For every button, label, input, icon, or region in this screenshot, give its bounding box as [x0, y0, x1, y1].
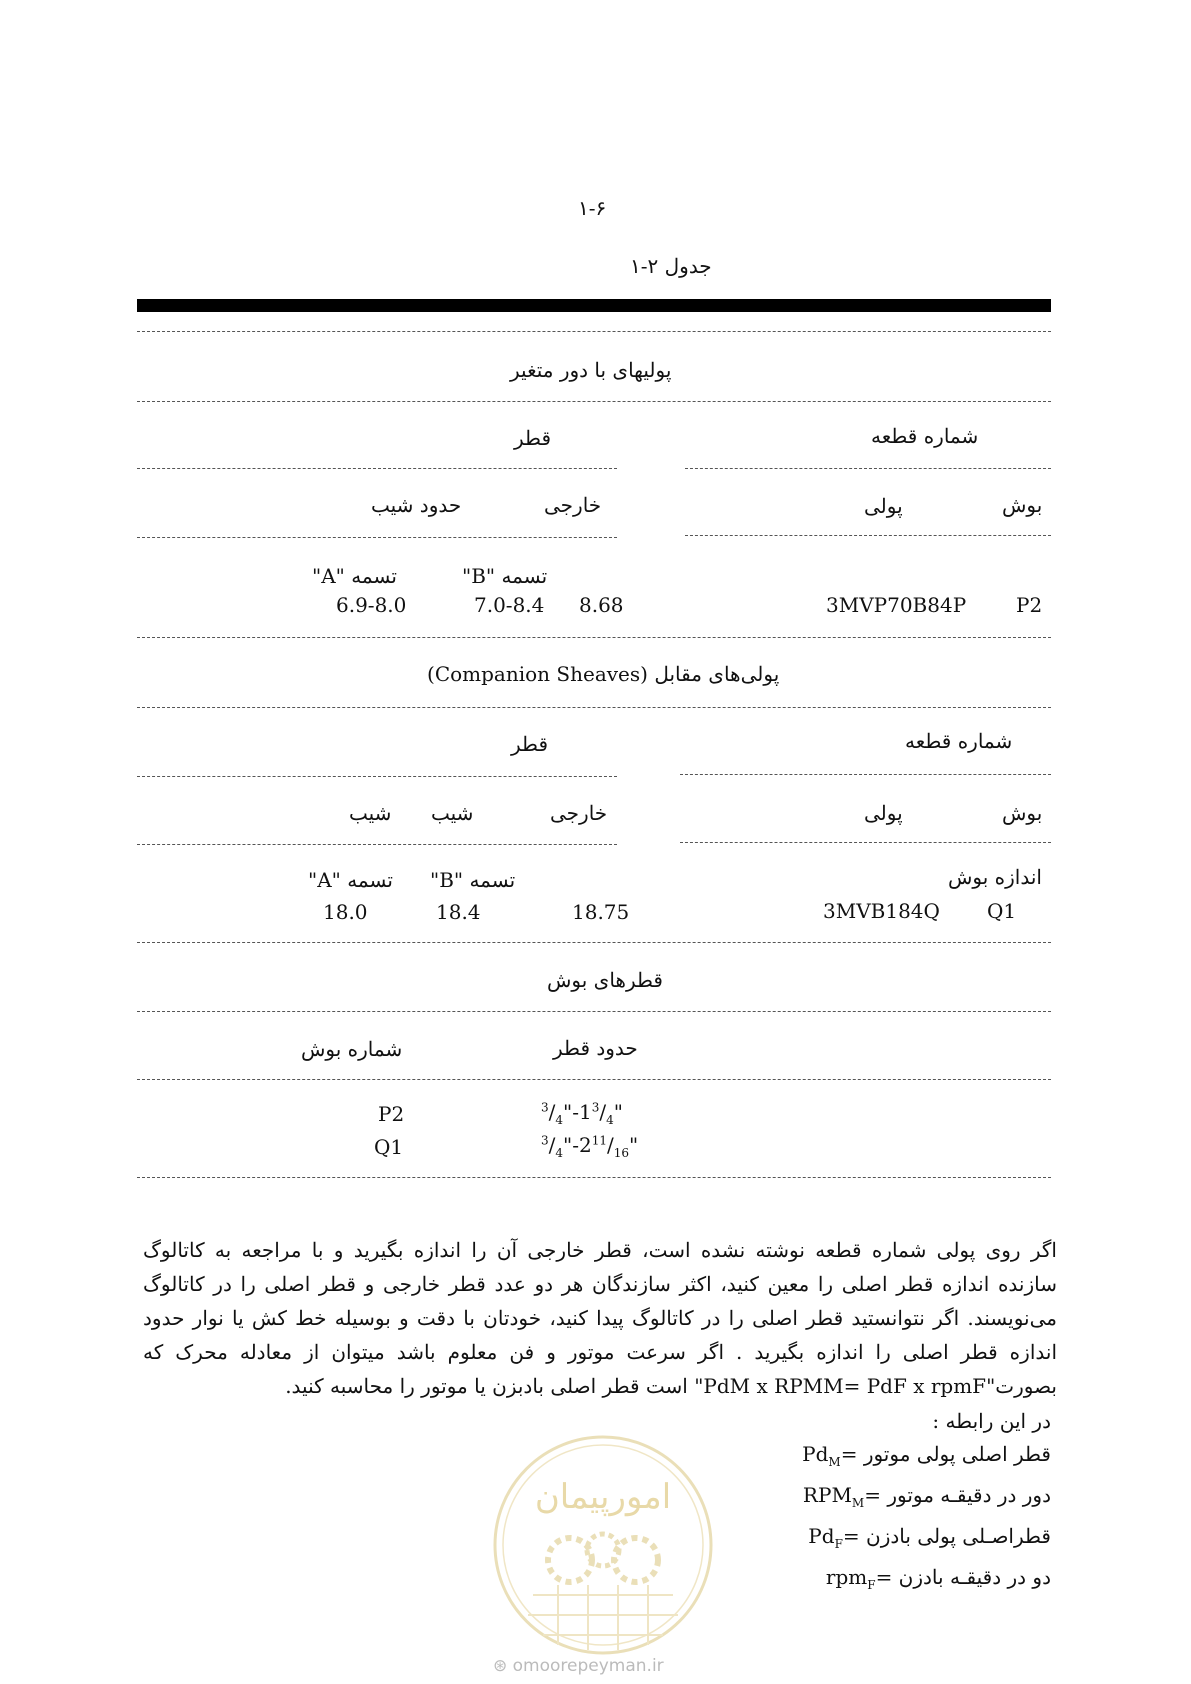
section2-col-outer: خارجی	[550, 801, 608, 825]
section2-b: 18.4	[436, 900, 481, 924]
section3-row2-range: $^3/_4"-2^{11}/_{16}$"	[541, 1133, 639, 1160]
section2-bushing-size: اندازه بوش	[948, 865, 1042, 889]
rule	[137, 1011, 1051, 1012]
rule	[137, 331, 1051, 332]
rule	[137, 1177, 1051, 1178]
section2-pulley: 3MVB184Q	[823, 899, 940, 923]
body-paragraph: اگر روی پولی شماره قطعه نوشته نشده است، قطر خارجی آن را اندازه بگیرید و با مراجعه به کاتالوگ سازنده اندازه قطر اصلی را معین کنید، اکثر سازندگان هر دو عدد قطر خارجی و قطر اصلی را در کاتالوگ می‌نویسند. اگر نتوانستید قطر اصلی را در کاتالوگ پیدا کنید، خودتان با دقت و بوسیله خط کش یا نوار حدود اندازه قطر اصلی را اندازه بگیرید . اگر سرعت موتور و فن معلوم باشد میتوان از معادله محرک که بصورت"PdM x RPMM= PdF x rpmF" است قطر اصلی بادبزن یا موتور را محاسبه کنید.	[143, 1238, 1057, 1398]
rule	[137, 401, 1051, 402]
section2-belt-b: تسمه "B"	[430, 868, 516, 892]
section2-col-pulley: پولی	[864, 801, 903, 825]
rule	[137, 537, 617, 538]
rule	[137, 637, 1051, 638]
section3-title: قطرهای بوش	[547, 968, 663, 992]
section2-col-bushing: بوش	[1002, 801, 1043, 825]
definitions: در این رابطه : قطر اصلی پولی موتور $=Pd_M$ دور در دقیقـه موتور $=RPM_M$ قطراصـلی پولی بادزن $=Pd_F$ دو در دقیقـه بادزن =rpm$_F$	[802, 1409, 1051, 1592]
section1-col-part-number: شماره قطعه	[871, 424, 979, 448]
section2-col-pitch-b: شیب	[431, 801, 474, 825]
section2-a: 18.0	[323, 900, 368, 924]
rule	[680, 842, 1051, 843]
section3-row1-bushing: P2	[378, 1102, 405, 1126]
thick-rule	[137, 299, 1051, 312]
section2-col-pitch-a: شیب	[349, 801, 392, 825]
section1-b-range: 7.0-8.4	[474, 593, 545, 617]
table-caption: جدول ۲-۱	[630, 254, 712, 278]
rule	[137, 468, 617, 469]
section1-col-pitch-range: حدود شیب	[371, 493, 462, 517]
section1-col-pulley: پولی	[864, 494, 903, 518]
rule	[137, 707, 1051, 708]
page-number: ۱-۶	[578, 196, 607, 220]
section2-col-part-number: شماره قطعه	[905, 729, 1013, 753]
watermark-logo	[488, 1430, 718, 1660]
section3-col-bushing-no: شماره بوش	[301, 1037, 403, 1061]
rule	[137, 1079, 1051, 1080]
section1-outer: 8.68	[579, 593, 624, 617]
section3-col-range: حدود قطر	[553, 1036, 638, 1060]
section2-outer: 18.75	[572, 900, 630, 924]
section2-col-diameter: قطر	[511, 732, 549, 756]
rule	[137, 942, 1051, 943]
section1-col-diameter: قطر	[514, 426, 552, 450]
section1-bushing: P2	[1016, 593, 1043, 617]
rule	[137, 844, 617, 845]
rule	[685, 468, 1051, 469]
section2-belt-a: تسمه "A"	[308, 868, 393, 892]
section2-bushing: Q1	[987, 899, 1017, 923]
section1-a-range: 6.9-8.0	[336, 593, 407, 617]
rule	[685, 535, 1051, 536]
watermark-site: ⊛ omoorepeyman.ir	[493, 1656, 664, 1676]
section3-row1-range: $^3/_4"-1^3/_4$"	[541, 1100, 623, 1127]
section1-col-outer: خارجی	[544, 493, 602, 517]
svg-text:امورپیمان: امورپیمان	[534, 1477, 672, 1517]
rule	[680, 774, 1051, 775]
section3-row2-bushing: Q1	[374, 1135, 404, 1159]
section1-belt-a: تسمه "A"	[312, 564, 397, 588]
section1-title: پولیهای با دور متغیر	[510, 358, 672, 382]
section2-title: پولی‌های مقابل (Companion Sheaves)	[427, 662, 780, 686]
section1-belt-b: تسمه "B"	[462, 564, 548, 588]
rule	[137, 776, 617, 777]
section1-col-bushing: بوش	[1002, 493, 1043, 517]
section1-pulley: 3MVP70B84P	[826, 593, 967, 617]
drive-formula: PdM x RPMM= PdF x rpmF	[703, 1374, 987, 1398]
